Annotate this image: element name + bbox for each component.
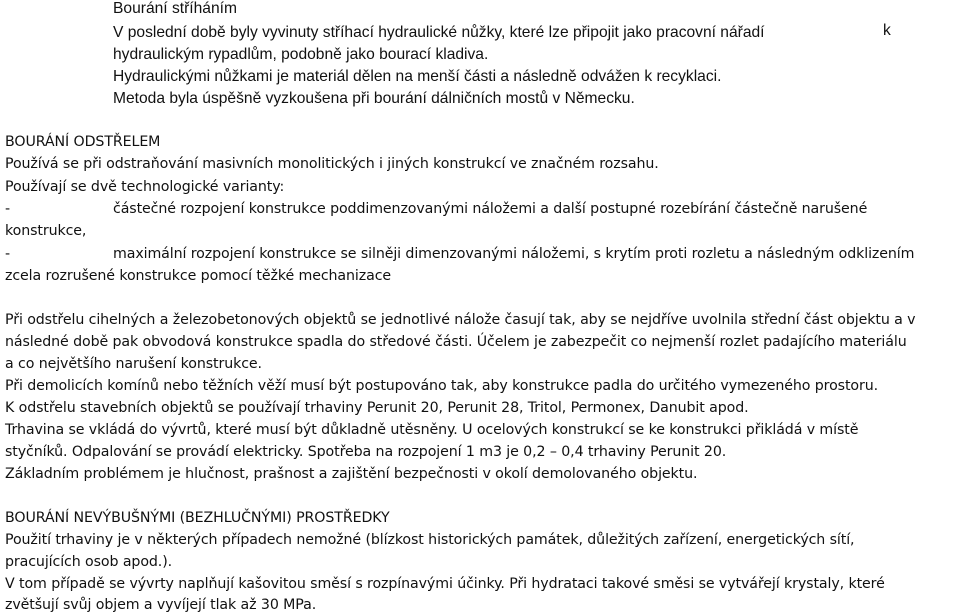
paragraph-line: Při demolicích komínů nebo těžních věží musí být postupováno tak, aby konstrukce padla do určitého vymezeného prostoru. <box>5 378 879 394</box>
paragraph-line: V poslední době byly vyvinuty stříhací hydraulické nůžky, které lze připojit jako pracovní nářadí <box>113 24 765 41</box>
paragraph-line: Metoda byla úspěšně vyzkoušena při bourání dálničních mostů v Německu. <box>113 90 635 107</box>
paragraph-line: pracujících osob apod.). <box>5 554 173 570</box>
list-dash: - <box>5 246 11 262</box>
section-heading: Bourání stříháním <box>113 0 237 17</box>
list-item-continuation: konstrukce, <box>5 223 87 239</box>
paragraph-line: Používá se při odstraňování masivních monolitických i jiných konstrukcí ve značném rozsahu. <box>5 156 659 172</box>
paragraph-line: Hydraulickými nůžkami je materiál dělen na menší části a následně odvážen k recyklaci. <box>113 68 722 85</box>
paragraph-line: Použití trhaviny je v některých případech nemožné (blízkost historických památek, důležitých zařízení, energetických sítí, <box>5 532 855 548</box>
list-dash: - <box>5 201 11 217</box>
list-item: maximální rozpojení konstrukce se silněji dimenzovanými náložemi, s krytím proti rozletu a následným odklizením <box>113 246 915 262</box>
paragraph-line: Trhavina se vkládá do vývrtů, které musí být důkladně utěsněny. U ocelových konstrukcí se ke konstrukci přikládá v místě <box>5 422 859 438</box>
list-item-continuation: zcela rozrušené konstrukce pomocí těžké mechanizace <box>5 268 392 284</box>
paragraph-line: a co největšího narušení konstrukce. <box>5 356 262 372</box>
paragraph-line: následné době pak obvodová konstrukce spadla do středové části. Účelem je zabezpečit co nejmenší rozlet padajícího materiálu <box>5 334 907 350</box>
list-item: částečné rozpojení konstrukce poddimenzovanými náložemi a další postupné rozebírání částečně narušené <box>113 201 868 217</box>
paragraph-line: hydraulickým rypadlům, podobně jako bourací kladiva. <box>113 46 489 63</box>
paragraph-line: Základním problémem je hlučnost, prašnost a zajištění bezpečnosti v okolí demolovaného objektu. <box>5 466 698 482</box>
paragraph-line: zvětšují svůj objem a vyvíjejí tlak až 30 MPa. <box>5 597 317 613</box>
paragraph-line: Při odstřelu cihelných a železobetonových objektů se jednotlivé nálože časují tak, aby se nejdříve uvolnila střední část objektu a v <box>5 312 916 328</box>
paragraph-line: V tom případě se vývrty naplňují kašovitou směsí s rozpínavými účinky. Při hydrataci takové směsi se vytvářejí krystaly, které <box>5 576 885 592</box>
section-heading: BOURÁNÍ NEVÝBUŠNÝMI (BEZHLUČNÝMI) PROSTŘEDKY <box>5 510 390 526</box>
paragraph-line: Používají se dvě technologické varianty: <box>5 179 285 195</box>
paragraph-line: styčníků. Odpalování se provádí elektricky. Spotřeba na rozpojení 1 m3 je 0,2 – 0,4 trhaviny Perunit 20. <box>5 444 727 460</box>
stray-character: k <box>883 22 891 39</box>
section-heading: BOURÁNÍ ODSTŘELEM <box>5 134 161 150</box>
paragraph-line: K odstřelu stavebních objektů se používají trhaviny Perunit 20, Perunit 28, Tritol, Permonex, Danubit apod. <box>5 400 749 416</box>
